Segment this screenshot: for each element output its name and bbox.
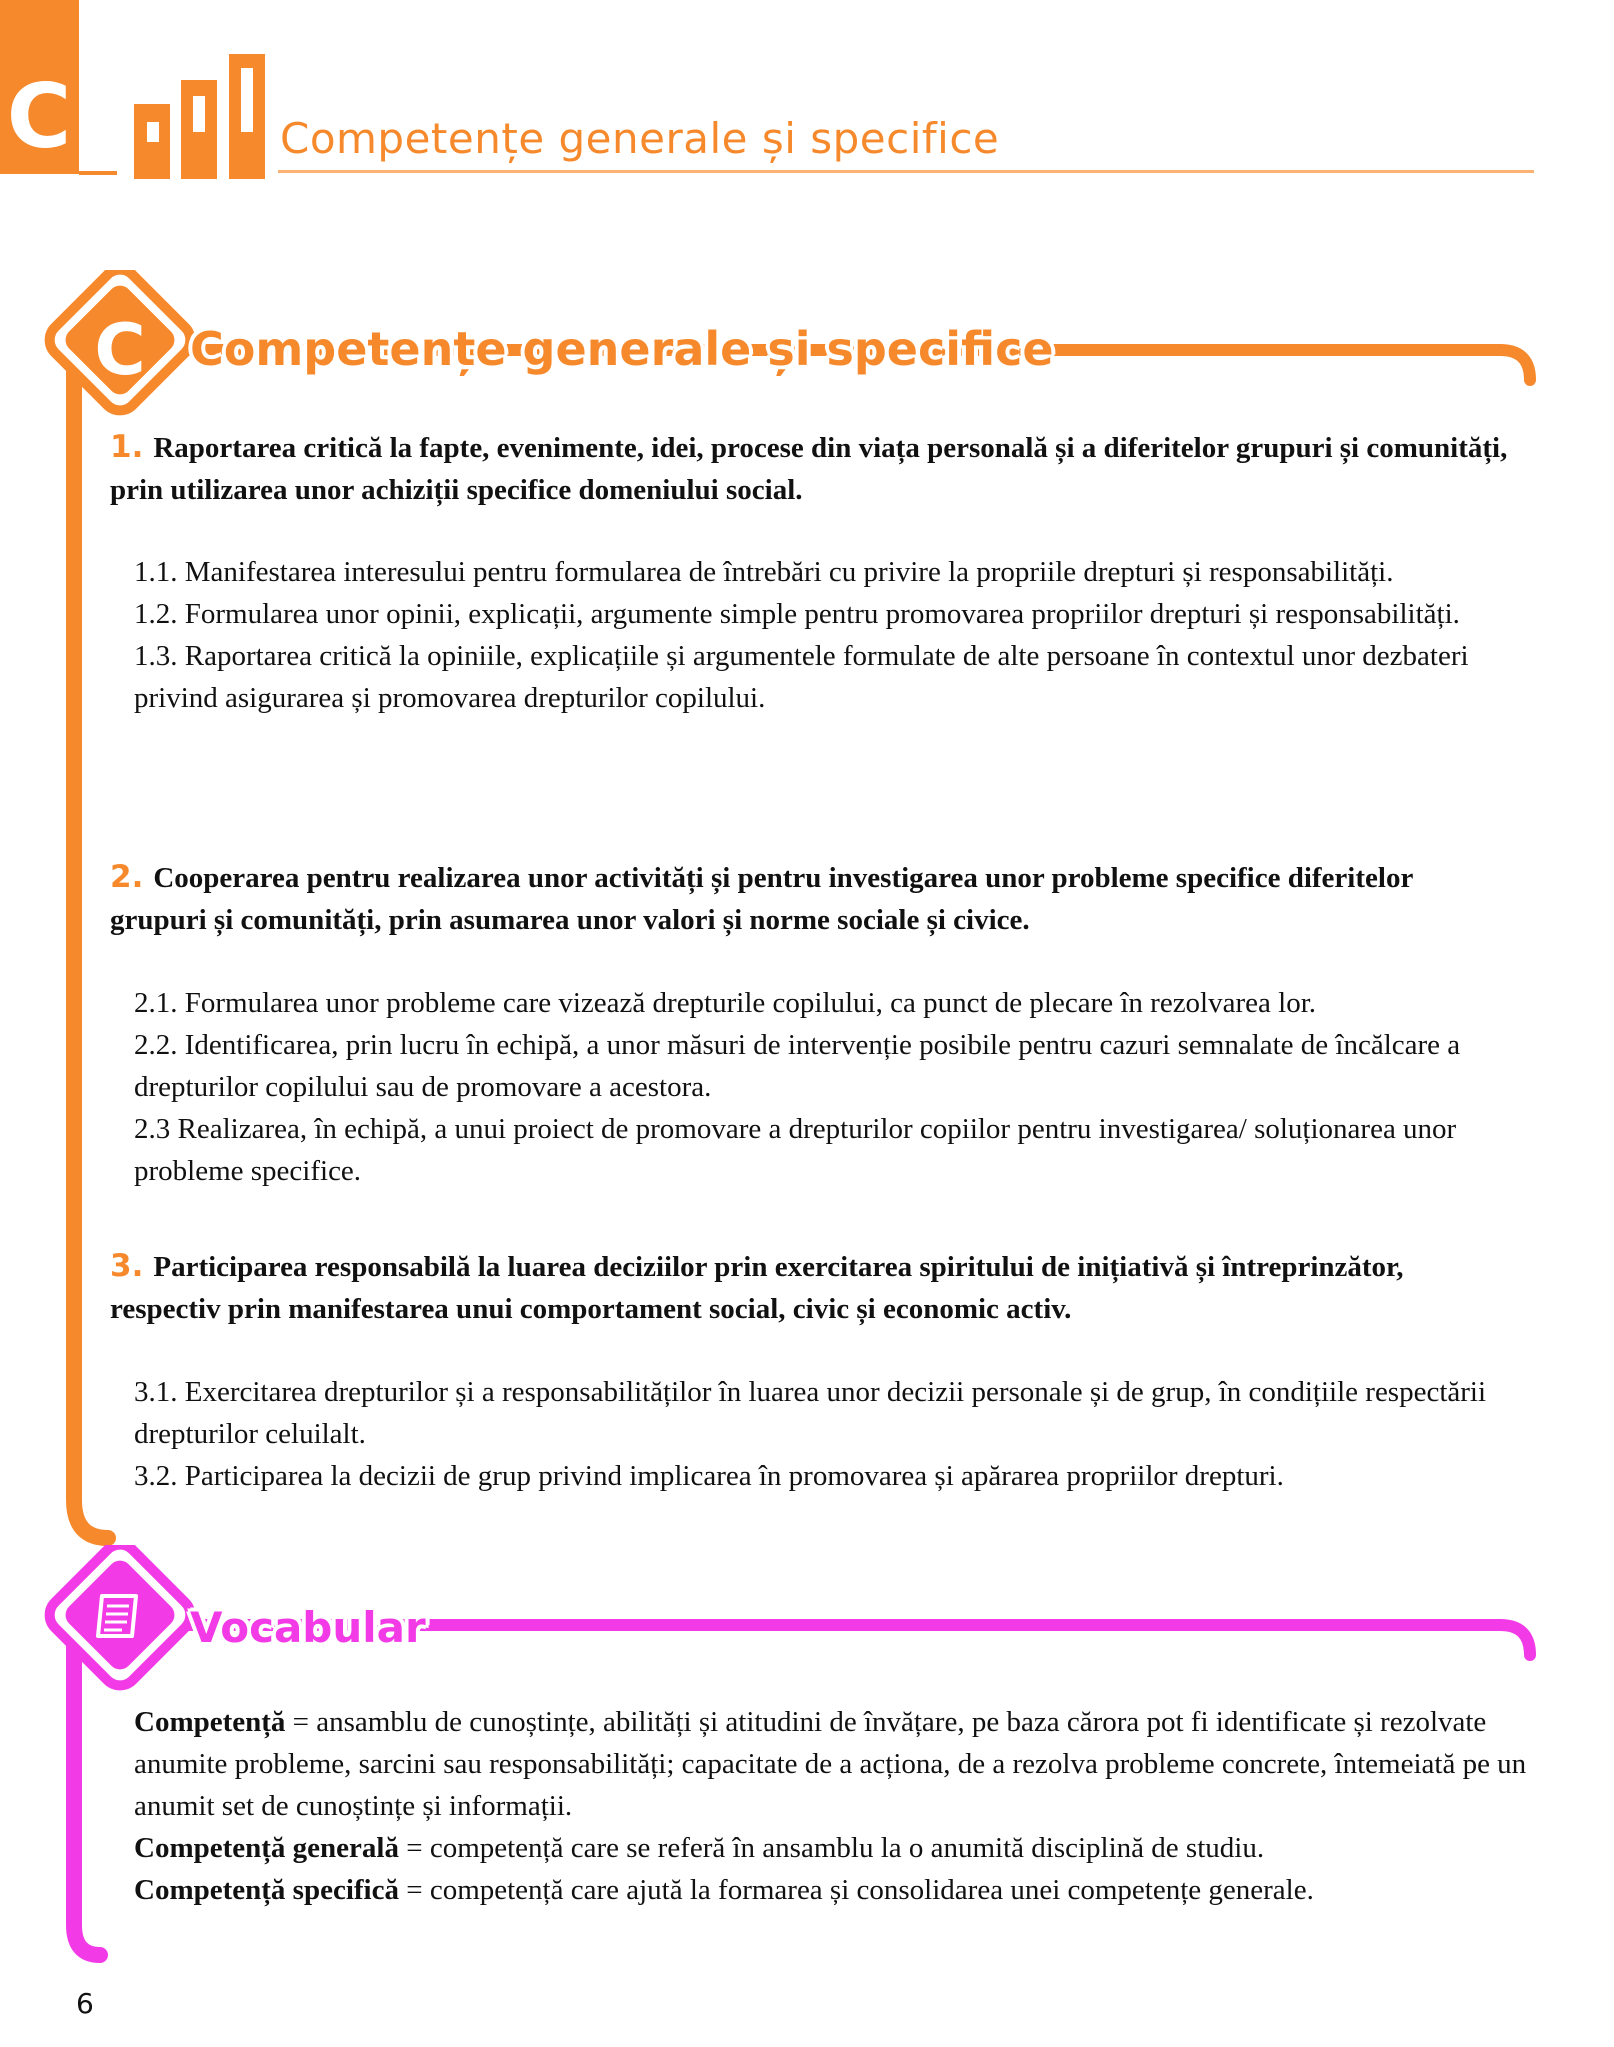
list-item: 2.1. Formularea unor probleme care vizează drepturile copilului, ca punct de plecare în rezolvarea lor. xyxy=(134,987,1317,1019)
competency-title: Cooperarea pentru realizarea unor activități și pentru investigarea unor probleme specifice diferitelor grupuri și comunități, prin asumarea unor valori și norme sociale și civice. xyxy=(110,862,1413,936)
specific-competencies-1 xyxy=(134,551,1524,719)
notebook-icon xyxy=(92,1588,148,1644)
list-item: 2.2. Identificarea, prin lucru în echipă, a unor măsuri de intervenție posibile pentru cazuri semnalate de încălcare a drepturilor copilului sau de promovare a acestora. xyxy=(134,1029,1461,1103)
list-item: 1.3. Raportarea critică la opiniile, explicațiile și argumentele formulate de alte persoane în contextul unor dezbateri privind asigurarea și promovarea drepturilor copilului. xyxy=(134,640,1469,714)
section-badge-letter: C xyxy=(94,309,146,391)
competency-number: 1. xyxy=(110,429,144,465)
section-title: Competențe generale și specifice xyxy=(190,322,1054,376)
vocabulary-term: Competență specifică xyxy=(134,1874,399,1906)
competency-heading-1 xyxy=(110,426,1510,511)
vocabulary-term: Competență xyxy=(134,1706,286,1738)
page-number: 6 xyxy=(76,1987,94,2020)
vocabulary-definition: = competență care se referă în ansamblu la o anumită disciplină de studiu. xyxy=(398,1832,1265,1864)
competency-title: Participarea responsabilă la luarea deciziilor prin exercitarea spiritului de inițiativă și întreprinzător, respectiv prin manifestarea unui comportament social, civic și economic activ. xyxy=(110,1251,1404,1325)
competency-heading-3 xyxy=(110,1245,1510,1330)
list-item: 3.2. Participarea la decizii de grup privind implicarea în promovarea și apărarea propriilor drepturi. xyxy=(134,1460,1284,1492)
competency-number: 3. xyxy=(110,1248,144,1284)
vocabulary-entry xyxy=(134,1701,1534,1827)
bar-chart-icon xyxy=(134,54,268,179)
competency-title: Raportarea critică la fapte, evenimente, idei, procese din viața personală și a diferitelor grupuri și comunități, prin utilizarea unor achiziții specifice domeniului social. xyxy=(110,432,1508,506)
page-header-title: Competențe generale și specifice xyxy=(280,114,1000,163)
list-item: 1.2. Formularea unor opinii, explicații, argumente simple pentru promovarea propriilor drepturi și responsabilități. xyxy=(134,598,1460,630)
competency-number: 2. xyxy=(110,859,144,895)
list-item: 3.1. Exercitarea drepturilor și a responsabilităților în luarea unor decizii personale și de grup, în condițiile respectării drepturilor celuilalt. xyxy=(134,1376,1487,1450)
list-item: 2.3 Realizarea, în echipă, a unui proiect de promovare a drepturilor copiilor pentru investigarea/ soluționarea unor probleme specifice. xyxy=(134,1113,1457,1187)
vocabulary-entry xyxy=(134,1869,1534,1911)
vocabulary-definition: = ansamblu de cunoștințe, abilități și atitudini de învățare, pe baza cărora pot fi identificate și rezolvate anumite probleme, sarcini sau responsabilități; capacitate de a acționa, de a rezolva probleme concrete, întemeiată pe un anumit set de cunoștințe și informații. xyxy=(134,1706,1527,1822)
vocabulary-term: Competență generală xyxy=(134,1832,399,1864)
chapter-underline xyxy=(79,171,117,175)
vocabulary-title: Vocabular xyxy=(190,1603,426,1652)
specific-competencies-3 xyxy=(134,1371,1524,1497)
specific-competencies-2 xyxy=(134,982,1524,1192)
vocabulary-definition: = competență care ajută la formarea și consolidarea unei competențe generale. xyxy=(398,1874,1314,1906)
chapter-letter: C xyxy=(6,65,72,168)
header-divider xyxy=(278,170,1534,173)
list-item: 1.1. Manifestarea interesului pentru formularea de întrebări cu privire la propriile drepturi și responsabilități. xyxy=(134,556,1394,588)
vocabulary-entry xyxy=(134,1827,1534,1869)
competency-heading-2 xyxy=(110,856,1510,941)
vocabulary-body xyxy=(134,1701,1534,1911)
